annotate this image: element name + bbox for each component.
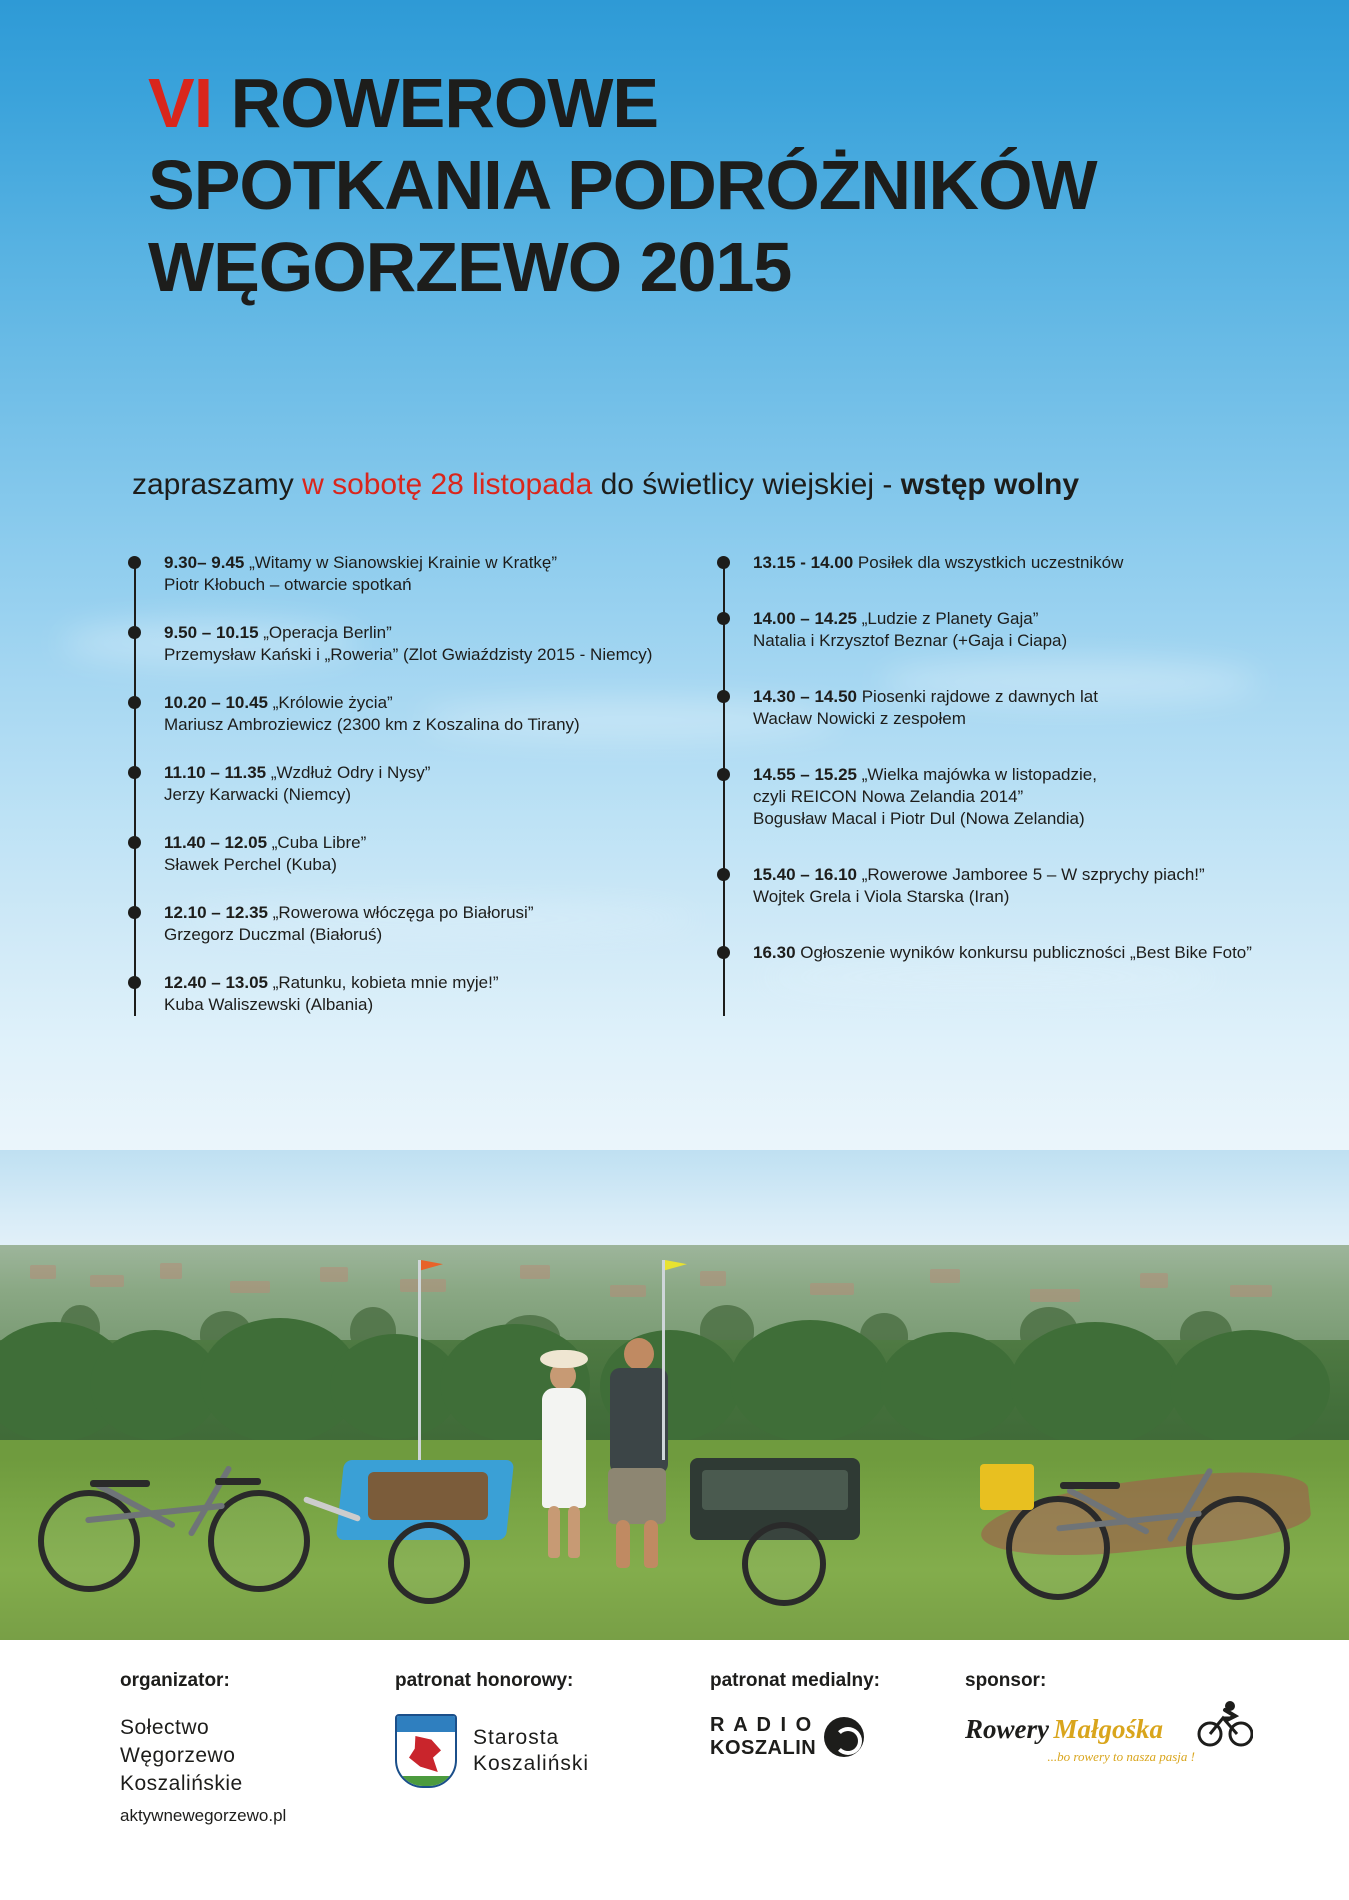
schedule-title: Ogłoszenie wyników konkursu publiczności „Best Bike Foto” (795, 943, 1252, 962)
timeline-dot-icon (717, 690, 730, 703)
timeline-dot-icon (128, 696, 141, 709)
schedule-title: „Operacja Berlin” (258, 623, 392, 642)
schedule-title: „Rowerowe Jamboree 5 – W szprychy piach!” (856, 865, 1205, 884)
schedule-time: 15.40 – 16.10 (753, 865, 857, 884)
sponsor-word-1: Rowery (965, 1714, 1049, 1744)
title-line-3: WĘGORZEWO 2015 (148, 228, 792, 306)
timeline-dot-icon (717, 768, 730, 781)
schedule-title: „Cuba Libre” (267, 833, 367, 852)
poster-subtitle (132, 468, 1272, 502)
schedule-time: 16.30 (753, 943, 796, 962)
subtitle-date: w sobotę 28 listopada (302, 468, 593, 501)
schedule-item (717, 764, 1262, 830)
schedule-item (717, 942, 1262, 964)
schedule-item (128, 832, 673, 876)
timeline-dot-icon (717, 556, 730, 569)
schedule-time: 14.30 – 14.50 (753, 687, 857, 706)
schedule-title: „Ratunku, kobieta mnie myje!” (267, 973, 499, 992)
schedule-time: 9.30– 9.45 (164, 553, 245, 572)
schedule-title: „Ludzie z Planety Gaja” (856, 609, 1039, 628)
radio-koszalin-logo (710, 1714, 880, 1760)
footer (0, 1640, 1349, 1900)
schedule-item (717, 864, 1262, 908)
subtitle-free-entry: wstęp wolny (900, 468, 1080, 501)
child-trailer-left (330, 1450, 540, 1585)
title-text-1: ROWEROWE (212, 64, 659, 142)
schedule-item (128, 692, 673, 736)
schedule-title: „Rowerowa włóczęga po Białorusi” (267, 903, 534, 922)
schedule-time: 10.20 – 10.45 (164, 693, 268, 712)
organizer-name-line-2: Węgorzewo (120, 1744, 236, 1767)
schedule-time: 14.55 – 15.25 (753, 765, 857, 784)
schedule-speaker: czyli REICON Nowa Zelandia 2014” (753, 787, 1024, 806)
person-woman (528, 1330, 608, 1570)
title-line-1 (148, 62, 1268, 144)
schedule-item (717, 608, 1262, 652)
schedule-time: 9.50 – 10.15 (164, 623, 259, 642)
schedule-speaker: Kuba Waliszewski (Albania) (164, 995, 374, 1014)
schedule-time: 11.10 – 11.35 (164, 763, 267, 782)
schedule-item (128, 552, 673, 596)
timeline-dot-icon (128, 556, 141, 569)
photo-sky (0, 1150, 1349, 1260)
schedule-title: „Wzdłuż Odry i Nysy” (266, 763, 431, 782)
organizer-name-line-3: Koszalińskie (120, 1772, 243, 1795)
footer-honorary-patron (395, 1670, 589, 1788)
media-label: patronat medialny: (710, 1670, 880, 1691)
schedule-speaker-2: Bogusław Macal i Piotr Dul (Nowa Zelandia) (753, 809, 1085, 828)
schedule-speaker: Natalia i Krzysztof Beznar (+Gaja i Ciapa) (753, 631, 1068, 650)
person-man (600, 1318, 690, 1574)
schedule-speaker: Piotr Kłobuch – otwarcie spotkań (164, 575, 412, 594)
timeline-dot-icon (128, 626, 141, 639)
schedule-speaker: Jerzy Karwacki (Niemcy) (164, 785, 352, 804)
schedule-speaker: Mariusz Ambroziewicz (2300 km z Koszalina do Tirany) (164, 715, 580, 734)
schedule-title: „Wielka majówka w listopadzie, (856, 765, 1097, 784)
title-accent-vi: VI (148, 64, 213, 142)
schedule-speaker: Sławek Perchel (Kuba) (164, 855, 337, 874)
timeline-dot-icon (128, 766, 141, 779)
schedule-speaker: Wacław Nowicki z zespołem (753, 709, 966, 728)
timeline-dot-icon (717, 612, 730, 625)
timeline-dot-icon (128, 906, 141, 919)
timeline-dot-icon (128, 836, 141, 849)
cyclist-icon (1197, 1696, 1253, 1748)
honorary-name-line-1: Starosta (473, 1726, 560, 1749)
footer-organizer (120, 1670, 286, 1826)
bicycle-right (1000, 1438, 1300, 1588)
sponsor-label: sponsor: (965, 1670, 1047, 1691)
radio-name-line-1: R A D I O (710, 1714, 814, 1736)
cargo-trailer-right (690, 1450, 890, 1590)
radio-wave-icon (824, 1717, 864, 1757)
schedule-item (717, 552, 1262, 574)
footer-sponsor (965, 1670, 1195, 1765)
timeline-dot-icon (717, 868, 730, 881)
organizer-url[interactable]: aktywnewegorzewo.pl (120, 1806, 287, 1825)
subtitle-part1: zapraszamy (132, 468, 303, 501)
honorary-name-line-2: Koszaliński (473, 1752, 590, 1775)
schedule-column-left (128, 552, 673, 1042)
schedule (128, 552, 1268, 1042)
schedule-item (128, 972, 673, 1016)
schedule-speaker: Wojtek Grela i Viola Starska (Iran) (753, 887, 1010, 906)
schedule-time: 12.10 – 12.35 (164, 903, 268, 922)
radio-name-line-2: KOSZALIN (710, 1737, 817, 1759)
schedule-title: Piosenki rajdowe z dawnych lat (856, 687, 1098, 706)
timeline-dot-icon (128, 976, 141, 989)
organizer-name-line-1: Sołectwo (120, 1716, 210, 1739)
title-line-2: SPOTKANIA PODRÓŻNIKÓW (148, 146, 1097, 224)
sponsor-logo (965, 1714, 1195, 1765)
schedule-title: Posiłek dla wszystkich uczestników (853, 553, 1124, 572)
schedule-title: „Witamy w Sianowskiej Krainie w Kratkę” (244, 553, 558, 572)
subtitle-part2: do świetlicy wiejskiej - (592, 468, 901, 501)
schedule-speaker: Grzegorz Duczmal (Białoruś) (164, 925, 383, 944)
schedule-item (128, 622, 673, 666)
footer-media-patron (710, 1670, 880, 1760)
schedule-time: 11.40 – 12.05 (164, 833, 268, 852)
schedule-item (717, 686, 1262, 730)
organizer-label: organizator: (120, 1670, 230, 1691)
schedule-item (128, 902, 673, 946)
photo-landscape (0, 1150, 1349, 1640)
honorary-label: patronat honorowy: (395, 1670, 574, 1691)
schedule-title: „Królowie życia” (267, 693, 393, 712)
schedule-time: 13.15 - 14.00 (753, 553, 854, 572)
schedule-time: 12.40 – 13.05 (164, 973, 268, 992)
schedule-speaker: Przemysław Kański i „Roweria” (Zlot Gwiaździsty 2015 - Niemcy) (164, 645, 653, 664)
schedule-column-right (717, 552, 1262, 1042)
timeline-dot-icon (717, 946, 730, 959)
poster-title (148, 62, 1268, 308)
schedule-item (128, 762, 673, 806)
schedule-time: 14.00 – 14.25 (753, 609, 857, 628)
sponsor-word-2: Małgośka (1053, 1714, 1163, 1744)
sponsor-tagline: ...bo rowery to nasza pasja ! (1047, 1749, 1195, 1764)
bicycle-left (30, 1440, 320, 1580)
coat-of-arms-icon (395, 1714, 457, 1788)
